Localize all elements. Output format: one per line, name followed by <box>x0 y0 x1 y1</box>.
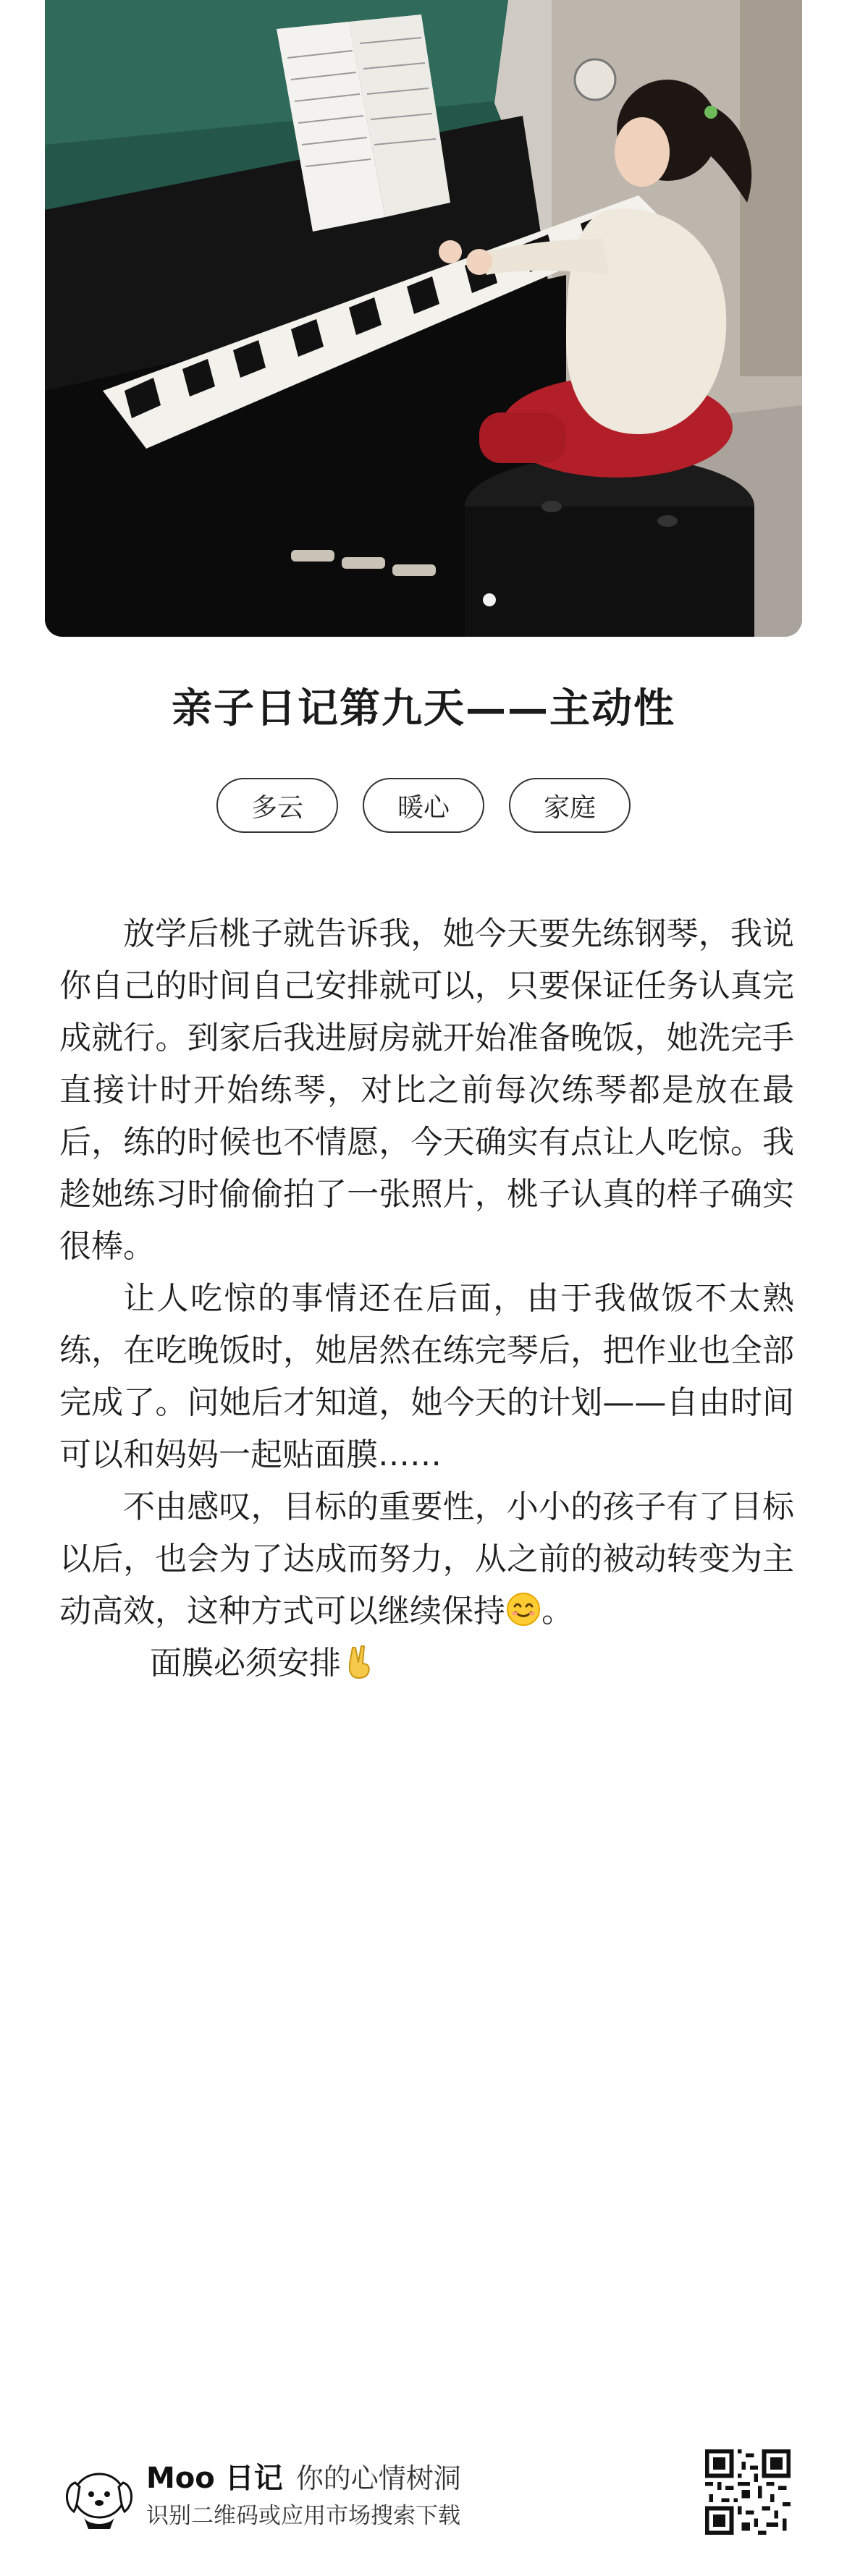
paragraph-3-text: 不由感叹，目标的重要性，小小的孩子有了目标以后，也会为了达成而努力，从之前的被动转变为主动高效，这种方式可以继续保持 <box>59 1488 794 1630</box>
qr-code-icon[interactable] <box>705 2449 791 2535</box>
brand-slogan: 你的心情树洞 <box>295 2462 461 2494</box>
post-body <box>59 908 794 1690</box>
paragraph-4 <box>59 1637 794 1690</box>
paragraph-4-text: 面膜必须安排 <box>150 1645 341 1682</box>
paragraph-1: 放学后桃子就告诉我，她今天要先练钢琴，我说你自己的时间自己安排就可以，只要保证任务认真完成就行。到家后我进厨房就开始准备晚饭，她洗完手直接计时开始练琴，对比之前每次练琴都是放在最后，练的时候也不情愿，今天确实有点让人吃惊。我趁她练习时偷偷拍了一张照片，桃子认真的样子确实很棒。 <box>59 915 794 1265</box>
carousel-dot-active[interactable] <box>483 593 496 606</box>
paragraph-3 <box>59 1481 794 1637</box>
dog-mascot-icon <box>59 2454 139 2533</box>
victory-hand-icon <box>341 1643 377 1679</box>
paragraph-2: 让人吃惊的事情还在后面，由于我做饭不太熟练，在吃晚饭时，她居然在练完琴后，把作业也全部完成了。问她后才知道，她今天的计划——自由时间可以和妈妈一起贴面膜…… <box>59 1280 794 1473</box>
tag-mood[interactable]: 暖心 <box>363 778 484 833</box>
post-photo[interactable] <box>45 0 802 637</box>
tag-category[interactable]: 家庭 <box>509 778 631 833</box>
piano-practice-photo <box>45 0 802 637</box>
tag-list <box>0 778 847 833</box>
download-hint: 识别二维码或应用市场搜索下载 <box>146 2503 460 2529</box>
brand-name: Moo 日记 <box>146 2462 283 2495</box>
brand-line <box>146 2455 461 2496</box>
paragraph-3-end: 。 <box>542 1593 573 1630</box>
post-title: 亲子日记第九天——主动性 <box>172 685 675 732</box>
app-footer <box>59 2449 791 2543</box>
tag-weather[interactable]: 多云 <box>216 778 338 833</box>
smiling-face-icon <box>505 1591 542 1627</box>
